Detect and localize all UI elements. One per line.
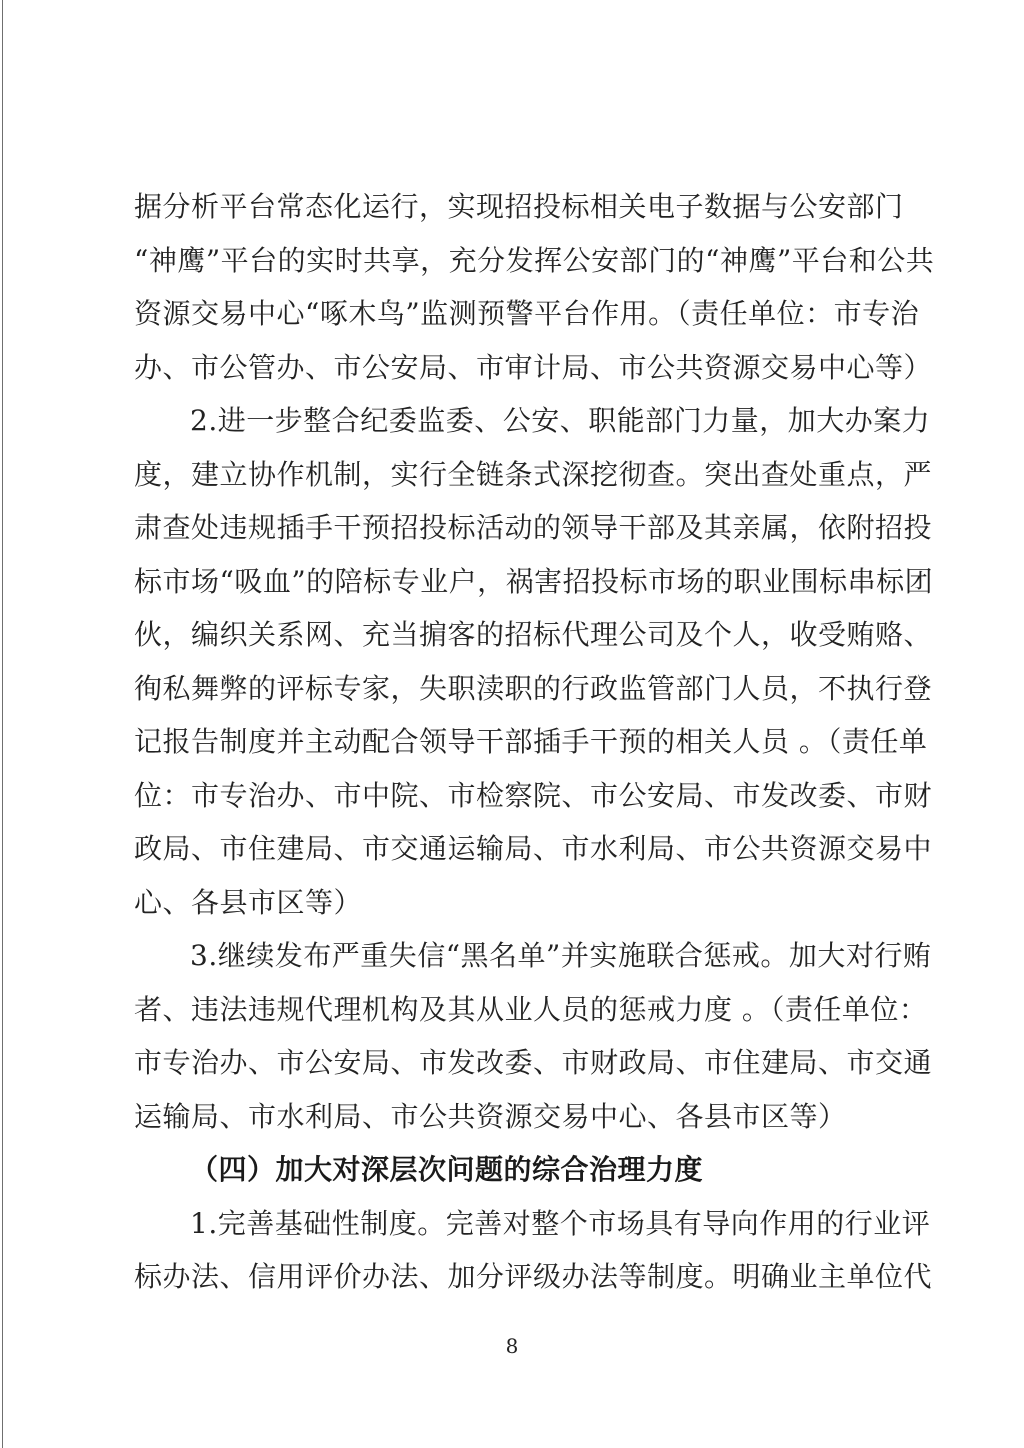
text-line: 政局、市住建局、市交通运输局、市水利局、市公共资源交易中	[134, 832, 933, 865]
page-number: 8	[505, 1334, 519, 1358]
body-text	[134, 180, 935, 1304]
text-line: 度，建立协作机制，实行全链条式深挖彻查。突出查处重点，严	[134, 457, 933, 491]
text-line: “神鹰”平台的实时共享，充分发挥公安部门的“神鹰”平台和公共	[134, 243, 935, 277]
text-line: 标办法、信用评价办法、加分评级办法等制度。明确业主单位代	[134, 1260, 933, 1293]
text-line: 市专治办、市公安局、市发改委、市财政局、市住建局、市交通	[134, 1046, 933, 1079]
text-line: 办、市公管办、市公安局、市审计局、市公共资源交易中心等）	[134, 350, 933, 384]
text-line: 徇私舞弊的评标专家，失职渎职的行政监管部门人员，不执行登	[134, 671, 933, 705]
text-line: 标市场“吸血”的陪标专业户，祸害招投标市场的职业围标串标团	[134, 564, 934, 598]
text-line: 位：市专治办、市中院、市检察院、市公安局、市发改委、市财	[134, 778, 933, 812]
text-line: 者、违法违规代理机构及其从业人员的惩戒力度 。（责任单位：	[134, 992, 928, 1026]
text-line: 3.继续发布严重失信“黑名单”并实施联合惩戒。加大对行贿	[190, 939, 932, 972]
page-edge-line	[2, 0, 3, 1448]
text-line: 资源交易中心“啄木鸟”监测预警平台作用。（责任单位：市专治	[134, 297, 920, 330]
text-line: 心、各县市区等）	[134, 885, 363, 919]
text-line: 记报告制度并主动配合领导干部插手干预的相关人员 。（责任单	[134, 725, 928, 758]
text-line: 2.进一步整合纪委监委、公安、职能部门力量，加大办案力	[190, 404, 931, 437]
text-line: 据分析平台常态化运行，实现招投标相关电子数据与公安部门	[134, 190, 904, 223]
text-line: 运输局、市水利局、市公共资源交易中心、各县市区等）	[134, 1099, 847, 1133]
section-heading: （四）加大对深层次问题的综合治理力度	[190, 1153, 704, 1186]
text-line: 1.完善基础性制度。完善对整个市场具有导向作用的行业评	[190, 1206, 931, 1240]
text-line: 肃查处违规插手干预招投标活动的领导干部及其亲属，依附招投	[134, 511, 933, 544]
text-line: 伙，编织关系网、充当掮客的招标代理公司及个人，收受贿赂、	[134, 618, 933, 651]
